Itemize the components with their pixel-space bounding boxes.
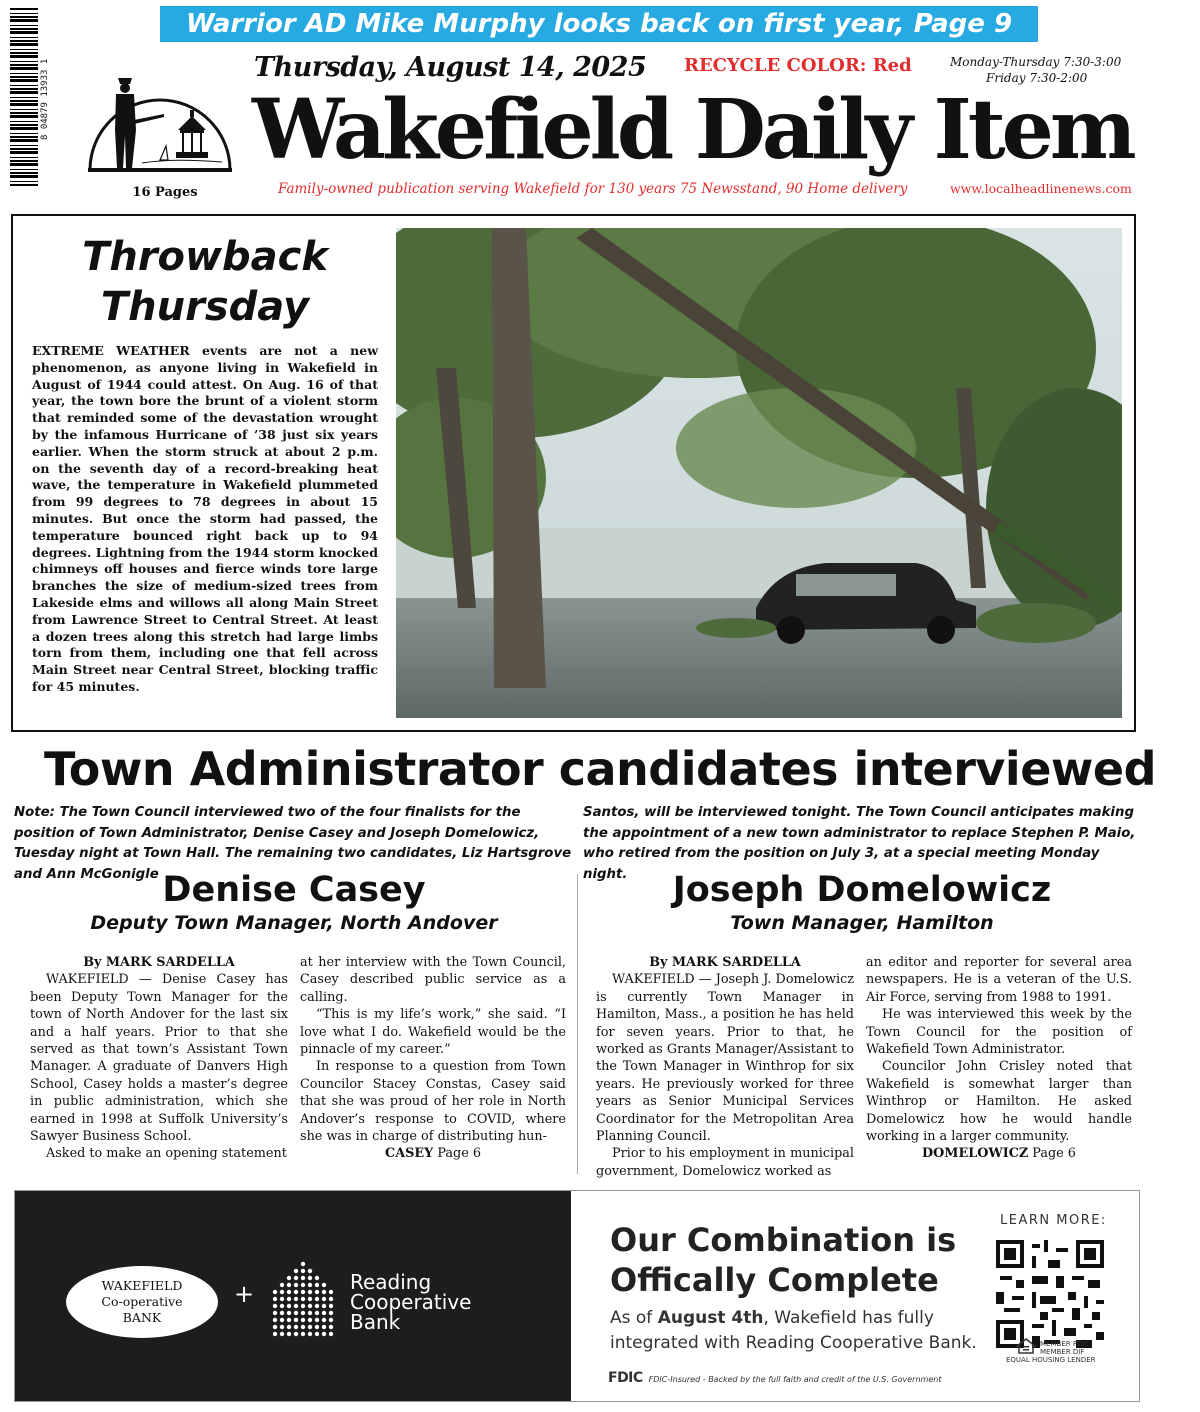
throwback-title-line1: Throwback — [82, 234, 328, 280]
fdic-disclaimer — [608, 1370, 941, 1386]
editors-note-right: Santos, will be interviewed tonight. The Town Council anticipates making the appointment of a new town administrator to replace Stephen P. Maio, who retired from the position on July 3, at a special meeting Monday night. — [583, 805, 1136, 882]
domelowicz-paragraph: He was interviewed this week by the Town Council for the position of Wakefield Town Administrator. — [866, 1007, 1132, 1058]
member-fdic-dif — [1040, 1340, 1089, 1356]
top-teaser-banner[interactable]: Warrior AD Mike Murphy looks back on first year, Page 9 — [160, 6, 1038, 42]
reading-coop-wordmark — [350, 1272, 471, 1332]
ad-headline — [610, 1220, 956, 1300]
ad-headline-line1: Our Combination is — [610, 1221, 957, 1259]
casey-jump-name: CASEY — [385, 1146, 434, 1162]
casey-jump-page: Page 6 — [433, 1146, 481, 1162]
casey-jump-link[interactable] — [300, 1145, 566, 1162]
throwback-title-line2: Thursday — [100, 284, 310, 330]
domelowicz-byline: By MARK SARDELLA — [649, 955, 801, 970]
member-dif: MEMBER DIF — [1040, 1348, 1085, 1356]
casey-paragraph: WAKEFIELD — Denise Casey has been Deputy Town Manager for the town of North Andover for the last six and a half years. Prior to that she served as that town’s Assistant Town Manager. A graduate of Danvers High School, Casey holds a master’s degree in public administration, which she earned in 1998 at Suffolk University’s Sawyer Business School. — [30, 972, 288, 1145]
throwback-text — [32, 343, 378, 696]
fdic-logo: FDIC — [608, 1370, 643, 1386]
wcb-line3: BANK — [122, 1310, 162, 1325]
reading-coop-dots-icon — [266, 1258, 340, 1340]
domelowicz-paragraph: an editor and reporter for several area newspapers. He is a veteran of the U.S. Air Force, serving from 1988 to 1991. — [866, 955, 1132, 1005]
plus-sign: + — [234, 1280, 255, 1308]
minuteman-logo — [82, 60, 238, 188]
domelowicz-paragraph: Prior to his employment in municipal government, Domelowicz worked as — [596, 1146, 854, 1179]
fdic-text: FDIC-Insured - Backed by the full faith and credit of the U.S. Government — [648, 1375, 942, 1384]
website-link[interactable]: www.localheadlinenews.com — [950, 181, 1132, 196]
domelowicz-paragraph: WAKEFIELD — Joseph J. Domelowicz is currently Town Manager in Hamilton, Mass., a position he has held for seven years. Prior to that, he worked as Grants Manager/Assistant to the Town Manager in Winthrop for six years. He previously worked for three years as Senior Municipal Services Coordinator for the Metropolitan Area Planning Council. — [596, 972, 854, 1145]
hours-friday: Friday 7:30-2:00 — [986, 71, 1088, 85]
ad-subtext — [610, 1306, 977, 1356]
rcb-line1: Reading — [350, 1270, 432, 1294]
casey-paragraph: Asked to make an opening statement — [46, 1146, 287, 1162]
domelowicz-column-2 — [866, 954, 1132, 1163]
learn-more-label: LEARN MORE: — [1000, 1213, 1107, 1228]
wcb-line2: Co-operative — [101, 1294, 183, 1309]
masthead-title[interactable]: Wakefield Daily Item — [252, 82, 1133, 178]
throwback-title — [40, 232, 370, 332]
throwback-body: events are not a new phenomenon, as anyone living in Wakefield in August of 1944 could attest. On Aug. 16 of that year, the town bore the brunt of a violent storm that reminded some of the devastation wrought by the infamous Hurricane of ’38 just six years earlier. When the storm struck at about 2 p.m. on the seventh day of a record-breaking heat wave, the temperature in Wakefield plummeted from 99 degrees to 78 degrees in about 15 minutes. But once the storm had passed, the temperature bounced right back up to 94 degrees. Lightning from the 1944 storm knocked chimneys off houses and fierce winds tore large branches the size of medium-sized trees from Lakeside elms and willows all along Main Street from Lawrence Street to Central Street. At least a dozen trees along this stretch had large limbs torn from them, including one that fell across Main Street near Central Street, blocking traffic for 45 minutes. — [32, 343, 378, 694]
main-headline[interactable]: Town Administrator candidates interviewed — [43, 742, 1157, 796]
domelowicz-jump-link[interactable] — [866, 1145, 1132, 1162]
casey-byline: By MARK SARDELLA — [83, 955, 235, 970]
hours-weekday: Monday-Thursday 7:30-3:00 — [950, 55, 1122, 69]
domelowicz-column-1 — [596, 954, 854, 1180]
casey-paragraph: at her interview with the Town Council, Casey described public service as a calling. — [300, 955, 566, 1005]
wakefield-coop-logo — [66, 1266, 218, 1338]
wcb-line1: WAKEFIELD — [101, 1278, 183, 1293]
ad-sub-line2: integrated with Reading Cooperative Bank. — [610, 1333, 977, 1353]
casey-paragraph: In response to a question from Town Councilor Stacey Constas, Casey said that she was proud of her role in North Andover’s response to COVID, where she was in charge of distributing hun- — [300, 1059, 566, 1145]
recycle-color: RECYCLE COLOR: Red — [684, 55, 912, 76]
page-count: 16 Pages — [132, 185, 198, 200]
issue-date: Thursday, August 14, 2025 — [254, 52, 647, 83]
ad-headline-line2: Offically Complete — [610, 1261, 939, 1299]
equal-housing-icon — [1016, 1338, 1036, 1354]
editors-note-left: Note: The Town Council interviewed two of the four finalists for the position of Town Administrator, Denise Casey and Joseph Domelowicz, Tuesday night at Town Hall. The remaining two candidates, Liz Hartsgrove and Ann McGonigle — [14, 805, 572, 882]
domelowicz-role: Town Manager, Hamilton — [730, 912, 994, 934]
rcb-line2: Cooperative — [350, 1290, 472, 1314]
domelowicz-name[interactable]: Joseph Domelowicz — [672, 870, 1052, 910]
ad-sub-prefix: As of — [610, 1308, 658, 1328]
member-fdic: MEMBER FDIC — [1040, 1340, 1090, 1348]
equal-housing-text: EQUAL HOUSING LENDER — [1006, 1356, 1096, 1364]
domelowicz-jump-name: DOMELOWICZ — [922, 1146, 1029, 1162]
casey-role: Deputy Town Manager, North Andover — [90, 912, 498, 934]
throwback-lead: EXTREME WEATHER — [32, 343, 190, 358]
barcode-number: 8 04879 13933 1 — [40, 58, 50, 140]
qr-code-icon[interactable] — [996, 1240, 1104, 1348]
ad-sub-rest: , Wakefield has fully — [763, 1308, 934, 1328]
domelowicz-jump-page: Page 6 — [1028, 1146, 1076, 1162]
casey-column-1 — [30, 954, 288, 1163]
column-divider — [577, 874, 578, 1174]
domelowicz-paragraph: Councilor John Crisley noted that Wakefield is somewhat larger than Winthrop or Hamilton. He asked Domelowicz how he would handle working in a larger community. — [866, 1059, 1132, 1145]
storm-photo[interactable] — [396, 228, 1122, 718]
casey-name[interactable]: Denise Casey — [162, 870, 426, 910]
casey-column-2 — [300, 954, 566, 1163]
tagline: Family-owned publication serving Wakefield for 130 years 75 Newsstand, 90 Home delivery — [278, 181, 908, 197]
ad-sub-date: August 4th — [657, 1308, 764, 1328]
rcb-line3: Bank — [350, 1310, 401, 1334]
barcode — [10, 8, 38, 186]
casey-paragraph: “This is my life’s work,” she said. “I love what I do. Wakefield would be the pinnacle of my career.” — [300, 1007, 566, 1058]
